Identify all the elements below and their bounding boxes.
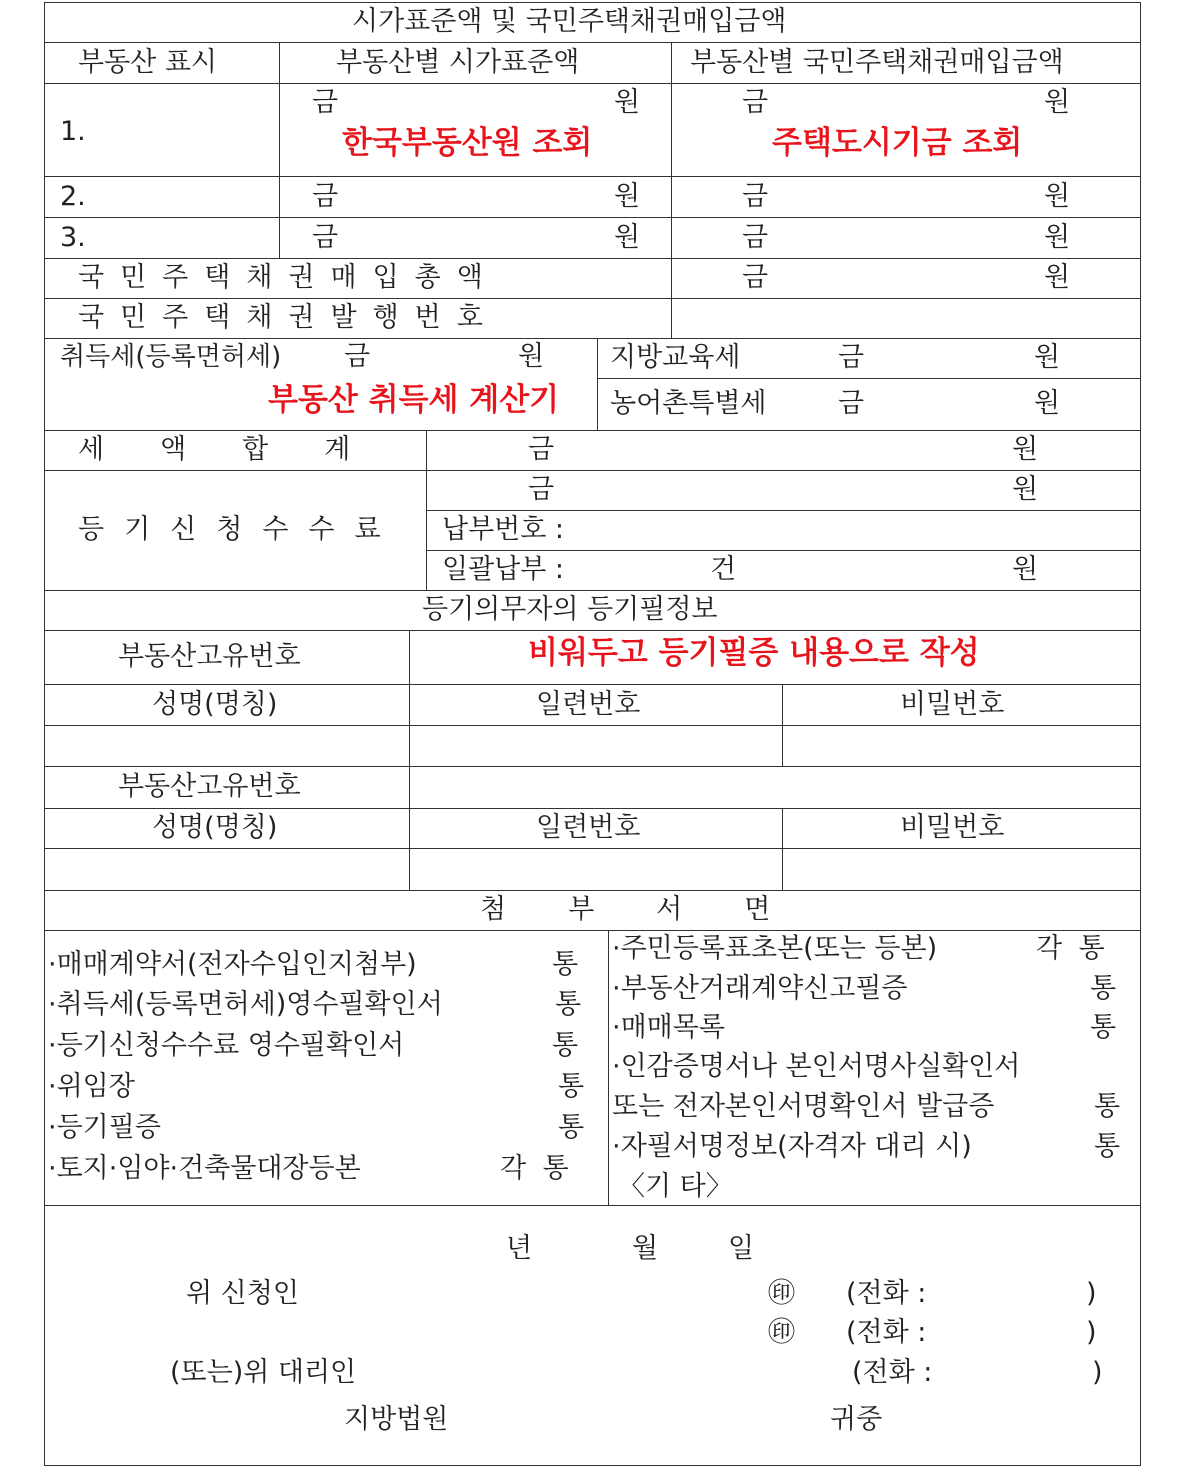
attach-unit: 각 통 (500, 1153, 569, 1184)
currency-suffix: 원 (614, 87, 641, 118)
row1-number: 1. (60, 116, 86, 147)
attach-item: ·인감증명서나 본인서명사실확인서 (612, 1051, 1021, 1082)
date-year: 년 (506, 1233, 533, 1264)
currency-suffix: 원 (1034, 388, 1061, 419)
property-id-label: 부동산고유번호 (118, 771, 301, 802)
name-cell-1[interactable] (44, 725, 410, 767)
row3-number: 3. (60, 222, 86, 253)
attach-item: ·위임장 (48, 1071, 135, 1102)
currency-prefix: 금 (528, 434, 555, 465)
serial-cell-1[interactable] (409, 725, 783, 767)
header-bond-amount: 부동산별 국민주택채권매입금액 (690, 47, 1064, 78)
attach-item: ·등기필증 (48, 1112, 161, 1143)
attach-item: ·등기신청수수료 영수필확인서 (48, 1030, 405, 1061)
attach-unit: 통 (552, 1030, 579, 1061)
attach-item: ·토지·임야·건축물대장등본 (48, 1153, 361, 1184)
password-cell-2[interactable] (782, 848, 1141, 891)
name-label: 성명(명칭) (152, 812, 278, 843)
attach-unit: 각 통 (1036, 933, 1105, 964)
rural-tax-label: 농어촌특별세 (610, 388, 767, 419)
header-property: 부동산 표시 (78, 47, 217, 78)
serial-cell-2[interactable] (409, 848, 783, 891)
currency-prefix: 금 (742, 262, 769, 293)
property-id-label: 부동산고유번호 (118, 641, 301, 672)
currency-suffix: 원 (1012, 474, 1039, 505)
registry-note-link[interactable]: 비워두고 등기필증 내용으로 작성 (528, 635, 980, 671)
currency-suffix: 원 (1044, 262, 1071, 293)
duty-title: 등기의무자의 등기필정보 (422, 594, 718, 625)
currency-prefix: 금 (312, 181, 339, 212)
appraisal-lookup-link[interactable]: 한국부동산원 조회 (342, 125, 593, 161)
currency-prefix: 금 (344, 341, 371, 372)
seal-icon: ㊞ (768, 1278, 795, 1309)
attach-item: ·자필서명정보(자격자 대리 시) (612, 1131, 972, 1162)
attach-item: ·매매목록 (612, 1012, 725, 1043)
property-id-cell-2[interactable] (409, 766, 1141, 809)
currency-suffix: 원 (1044, 222, 1071, 253)
court-label: 지방법원 (344, 1404, 449, 1435)
currency-prefix: 금 (838, 342, 865, 373)
bond-total-label: 국민주택채권매입총액 (78, 262, 499, 293)
attach-item: ·부동산거래계약신고필증 (612, 973, 908, 1004)
phone-label: (전화 : (846, 1317, 927, 1348)
currency-suffix: 원 (614, 181, 641, 212)
reg-fee-label: 등기신청수수료 (78, 514, 401, 545)
bond-lookup-link[interactable]: 주택도시기금 조회 (772, 125, 1023, 161)
attach-item: 또는 전자본인서명확인서 발급증 (612, 1091, 995, 1122)
seal-icon: ㊞ (768, 1317, 795, 1348)
currency-prefix: 금 (742, 222, 769, 253)
attach-item: ·주민등록표초본(또는 등본) (612, 933, 938, 964)
currency-prefix: 금 (312, 222, 339, 253)
attach-title: 첨부서면 (480, 894, 833, 925)
bulk-payment-label: 일괄납부 : (442, 554, 565, 585)
attach-unit: 통 (552, 949, 579, 980)
date-day: 일 (728, 1233, 755, 1264)
currency-prefix: 금 (312, 87, 339, 118)
bond-number-cell[interactable] (671, 298, 1141, 339)
currency-suffix: 원 (1044, 181, 1071, 212)
currency-suffix: 원 (1034, 342, 1061, 373)
currency-prefix: 금 (742, 181, 769, 212)
tax-calculator-link[interactable]: 부동산 취득세 계산기 (268, 382, 560, 418)
count-unit: 건 (710, 554, 737, 585)
acq-tax-label: 취득세(등록면허세) (60, 342, 282, 372)
currency-prefix: 금 (528, 474, 555, 505)
attach-unit: 통 (558, 1112, 585, 1143)
date-month: 월 (632, 1233, 659, 1264)
attach-unit: 통 (1094, 1091, 1121, 1122)
password-label: 비밀번호 (900, 689, 1005, 720)
currency-suffix: 원 (1012, 434, 1039, 465)
agent-label: (또는)위 대리인 (170, 1357, 357, 1388)
bond-number-label: 국민주택채권발행번호 (78, 302, 499, 333)
phone-label: (전화 : (852, 1357, 933, 1388)
honorific-label: 귀중 (830, 1404, 883, 1435)
phone-label: (전화 : (846, 1278, 927, 1309)
local-edu-tax-label: 지방교육세 (610, 342, 741, 373)
attach-unit: 통 (1090, 973, 1117, 1004)
currency-suffix: 원 (1044, 87, 1071, 118)
form-title: 시가표준액 및 국민주택채권매입금액 (352, 6, 787, 37)
currency-suffix: 원 (614, 222, 641, 253)
attach-unit: 통 (1094, 1131, 1121, 1162)
signature-cell (44, 1205, 1141, 1466)
phone-close: ) (1086, 1278, 1097, 1309)
attach-unit: 통 (1090, 1012, 1117, 1043)
currency-prefix: 금 (742, 87, 769, 118)
attach-item: ·매매계약서(전자수입인지첨부) (48, 949, 417, 980)
serial-label: 일련번호 (536, 689, 641, 720)
applicant-label: 위 신청인 (186, 1278, 299, 1309)
phone-close: ) (1086, 1317, 1097, 1348)
attach-unit: 통 (555, 989, 582, 1020)
currency-prefix: 금 (838, 388, 865, 419)
serial-label: 일련번호 (536, 812, 641, 843)
phone-close: ) (1092, 1357, 1103, 1388)
header-standard-value: 부동산별 시가표준액 (336, 47, 580, 78)
currency-suffix: 원 (1012, 554, 1039, 585)
password-label: 비밀번호 (900, 812, 1005, 843)
row2-number: 2. (60, 181, 86, 212)
currency-suffix: 원 (518, 341, 545, 372)
password-cell-1[interactable] (782, 725, 1141, 767)
attach-unit: 통 (558, 1071, 585, 1102)
name-label: 성명(명칭) (152, 689, 278, 720)
attach-item: ·취득세(등록면허세)영수필확인서 (48, 989, 443, 1020)
tax-total-label: 세액합계 (78, 434, 407, 465)
name-cell-2[interactable] (44, 848, 410, 891)
attach-item: 〈기 타〉 (618, 1171, 733, 1202)
payment-no-label: 납부번호 : (442, 514, 565, 545)
